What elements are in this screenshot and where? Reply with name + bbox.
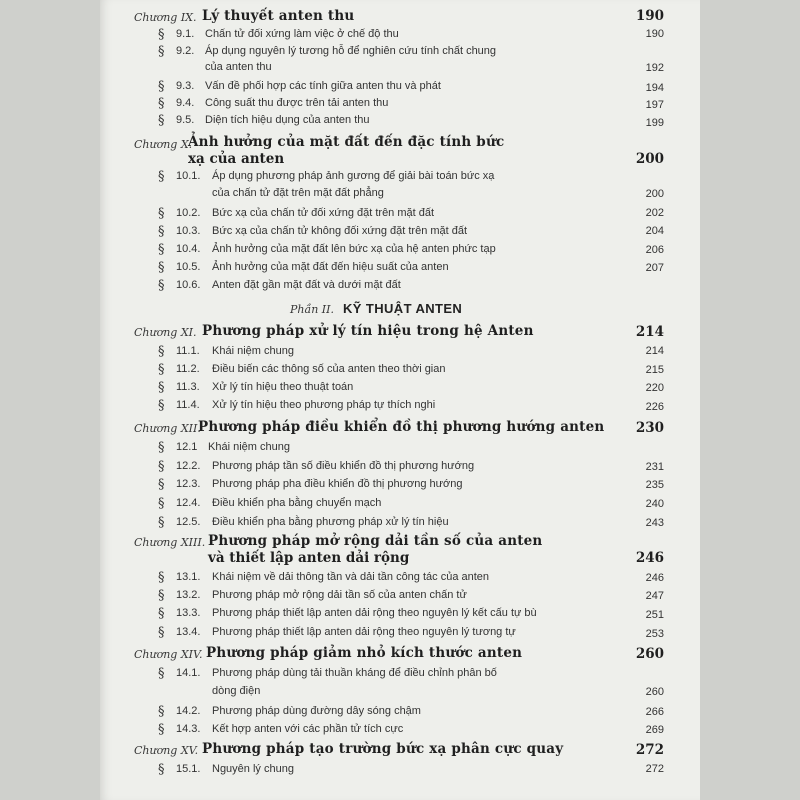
section-page: 266: [645, 706, 664, 718]
section-number: 12.4.: [176, 497, 201, 509]
section-mark: §: [158, 666, 165, 681]
section-number: 10.5.: [176, 261, 201, 273]
section-title: Phương pháp dùng đường dây sóng chậm: [212, 705, 421, 717]
section-mark: §: [158, 206, 165, 221]
section-number: 14.2.: [176, 705, 201, 717]
section-number: 11.4.: [176, 399, 200, 411]
chapter-page: 214: [635, 324, 664, 340]
section-title: Phương pháp mở rộng dải tần số của anten chấn tử: [212, 589, 467, 601]
chapter-label: Chương IX.: [134, 11, 197, 24]
section-page: 260: [645, 686, 664, 698]
section-number: 12.1: [176, 441, 198, 453]
section-mark: §: [158, 27, 165, 42]
section-page: 226: [645, 401, 664, 413]
chapter-title: Phương pháp giảm nhỏ kích thước anten: [206, 645, 523, 661]
chapter-ix: [100, 8, 700, 28]
section-mark: §: [158, 570, 165, 585]
section-number: 13.4.: [176, 626, 201, 638]
section-mark: §: [158, 496, 165, 511]
section-mark: §: [158, 44, 165, 59]
section-mark: §: [158, 477, 165, 492]
section-number: 10.2.: [176, 207, 201, 219]
section-number: 10.3.: [176, 225, 201, 237]
section-title: Xử lý tín hiệu theo phương pháp tự thích nghi: [212, 399, 436, 411]
section-title: Khái niệm chung: [208, 441, 290, 453]
section-page: 240: [645, 498, 664, 510]
section-mark: §: [158, 515, 165, 530]
section-mark: §: [158, 398, 165, 413]
section-mark: §: [158, 224, 165, 239]
section-number: 13.2.: [176, 589, 201, 601]
section-number: 9.4.: [176, 97, 195, 109]
section-page: 269: [645, 724, 664, 736]
section-title: Khái niệm về dải thông tần và dải tần công tác của anten: [212, 571, 490, 583]
chapter-title-continued: và thiết lập anten dải rộng: [208, 550, 410, 566]
section-title: Bức xạ của chấn tử không đối xứng đặt trên mặt đất: [212, 225, 468, 237]
table-of-contents: [100, 0, 700, 800]
section-title: Anten đặt gần mặt đất và dưới mặt đất: [212, 279, 401, 291]
chapter-label: Chương XII.: [134, 422, 201, 435]
section-number: 11.1.: [176, 345, 200, 357]
section-mark: §: [158, 362, 165, 377]
chapter-label: Chương XV.: [134, 744, 199, 757]
chapter-title: Phương pháp mở rộng dải tần số của anten: [208, 533, 543, 549]
section-title: Phương pháp thiết lập anten dải rộng theo nguyên lý tương tự: [212, 626, 516, 638]
section-number: 12.2.: [176, 460, 201, 472]
section-mark: §: [158, 440, 165, 455]
section-number: 10.1.: [176, 170, 201, 182]
section-page: 253: [645, 628, 664, 640]
section-mark: §: [158, 762, 165, 777]
section-mark: §: [158, 606, 165, 621]
section-mark: §: [158, 588, 165, 603]
section-title: Khái niệm chung: [212, 345, 294, 357]
section-mark: §: [158, 169, 165, 184]
section-title: Xử lý tín hiệu theo thuật toán: [212, 381, 354, 393]
part-label: Phần II.: [290, 303, 334, 316]
section-title-continued: của anten thu: [205, 61, 272, 73]
chapter-page: 190: [635, 8, 664, 24]
section-title: Phương pháp dùng tải thuần kháng để điều chỉnh phân bố: [212, 667, 497, 679]
section-mark: §: [158, 704, 165, 719]
section-title: Bức xạ của chấn tử đối xứng đặt trên mặt đất: [212, 207, 435, 219]
section-mark: §: [158, 459, 165, 474]
section-number: 10.4.: [176, 243, 201, 255]
section-page: 231: [645, 461, 664, 473]
section-title: Áp dụng phương pháp ảnh gương để giải bài toán bức xạ: [212, 170, 495, 182]
section-mark: §: [158, 79, 165, 94]
section-mark: §: [158, 380, 165, 395]
section-page: 199: [645, 117, 664, 129]
section-title: Phương pháp thiết lập anten dải rộng theo nguyên lý kết cấu tự bù: [212, 607, 537, 619]
section-title: Ảnh hưởng của mặt đất lên bức xạ của hệ anten phức tạp: [212, 243, 496, 255]
section-title: Kết hợp anten với các phần tử tích cực: [212, 723, 404, 735]
section-page: 243: [645, 517, 664, 529]
section-number: 11.2.: [176, 363, 200, 375]
section-page: 200: [645, 188, 664, 200]
chapter-label: Chương XI.: [134, 326, 197, 339]
section-page: 214: [645, 345, 664, 357]
chapter-label: Chương XIII.: [134, 536, 206, 549]
section-page: 246: [645, 572, 664, 584]
section-page: 272: [645, 763, 664, 775]
section-title-continued: dòng điện: [212, 685, 261, 697]
section-title: Công suất thu được trên tải anten thu: [205, 97, 389, 109]
section-mark: §: [158, 344, 165, 359]
section-page: 220: [645, 382, 664, 394]
section-mark: §: [158, 242, 165, 257]
section-number: 9.1.: [176, 28, 195, 40]
chapter-title: Phương pháp điều khiển đồ thị phương hướng anten: [198, 419, 605, 435]
section-page: 204: [645, 225, 664, 237]
part-title: KỸ THUẬT ANTEN: [343, 301, 463, 316]
chapter-label: Chương X.: [134, 138, 193, 151]
chapter-label: Chương XIV.: [134, 648, 203, 661]
section-number: 14.3.: [176, 723, 201, 735]
section-number: 11.3.: [176, 381, 200, 393]
chapter-title-continued: xạ của anten: [188, 151, 285, 167]
section-title: Điều biến các thông số của anten theo thời gian: [212, 363, 446, 375]
section-page: 202: [645, 207, 664, 219]
section-number: 13.3.: [176, 607, 201, 619]
section-title: Áp dụng nguyên lý tương hỗ để nghiên cứu tính chất chung: [205, 45, 497, 57]
section-page: 251: [645, 609, 664, 621]
section-title: Ảnh hưởng của mặt đất đến hiệu suất của anten: [212, 261, 449, 273]
chapter-page: 230: [635, 420, 664, 436]
section-number: 9.2.: [176, 45, 195, 57]
book-page: [100, 0, 700, 800]
section-mark: §: [158, 278, 165, 293]
chapter-page: 272: [635, 742, 664, 758]
chapter-title: Lý thuyết anten thu: [202, 8, 355, 24]
chapter-title: Phương pháp tạo trường bức xạ phân cực quay: [202, 741, 564, 757]
section-mark: §: [158, 625, 165, 640]
section-number: 9.5.: [176, 114, 195, 126]
section-page: 206: [645, 244, 664, 256]
section-number: 10.6.: [176, 279, 201, 291]
section-title: Chấn tử đối xứng làm việc ở chế độ thu: [205, 28, 399, 40]
chapter-title: Ảnh hưởng của mặt đất đến đặc tính bức: [188, 134, 505, 150]
section-title: Phương pháp tần số điều khiển đồ thị phương hướng: [212, 460, 475, 472]
section-page: 207: [645, 262, 664, 274]
section-mark: §: [158, 722, 165, 737]
section-title: Nguyên lý chung: [212, 763, 294, 775]
chapter-page: 260: [635, 646, 664, 662]
section-page: 197: [645, 99, 664, 111]
section-page: 235: [645, 479, 664, 491]
section-number: 12.5.: [176, 516, 201, 528]
chapter-title: Phương pháp xử lý tín hiệu trong hệ Anten: [202, 323, 534, 339]
section-mark: §: [158, 260, 165, 275]
section-number: 9.3.: [176, 80, 195, 92]
section-title: Diện tích hiệu dụng của anten thu: [205, 114, 370, 126]
section-number: 15.1.: [176, 763, 201, 775]
section-number: 12.3.: [176, 478, 201, 490]
section-title: Vấn đề phối hợp các tính giữa anten thu và phát: [205, 80, 441, 92]
section-title-continued: của chấn tử đặt trên mặt đất phẳng: [212, 187, 384, 199]
section-page: 215: [645, 364, 664, 376]
section-page: 190: [645, 28, 664, 40]
section-page: 194: [645, 82, 664, 94]
section-number: 13.1.: [176, 571, 201, 583]
section-title: Điều khiển pha bằng phương pháp xử lý tín hiệu: [212, 516, 449, 528]
section-title: Điều khiển pha bằng chuyển mạch: [212, 497, 382, 509]
section-mark: §: [158, 113, 165, 128]
section-title: Phương pháp pha điều khiển đồ thị phương hướng: [212, 478, 463, 490]
section-page: 247: [645, 590, 664, 602]
section-mark: §: [158, 96, 165, 111]
chapter-page: 246: [635, 550, 664, 566]
section-page: 192: [645, 62, 664, 74]
section-number: 14.1.: [176, 667, 201, 679]
chapter-page: 200: [635, 151, 664, 167]
